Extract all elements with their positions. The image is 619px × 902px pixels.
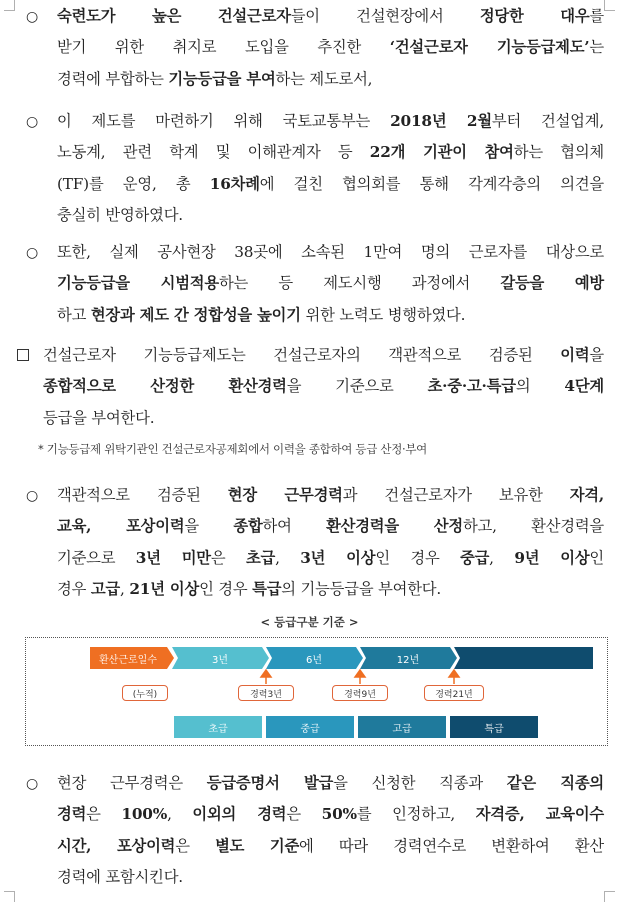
paragraph-3: ○ 또한, 실제 공사현장 38곳에 소속된 1만여 명의 근로자를 대상으로 기능등급을 시범적용하는 등 제도시행 과정에서 갈등을 예방 하고 현장과 제도 간 정합성을 높이기 위한 노력도 병행하였다. bbox=[26, 243, 604, 324]
figure-title: < 등급구분 기준 > bbox=[260, 615, 359, 629]
circle-bullet-icon: ○ bbox=[26, 245, 39, 261]
corner-mark bbox=[4, 891, 15, 902]
marker-cumulative: (누적) bbox=[122, 685, 168, 701]
paragraph-1: ○ 숙련도가 높은 건설근로자들이 건설현장에서 정당한 대우를 받기 위한 취지로 도입을 추진한 ‘건설근로자 기능등급제도’는 경력에 부합하는 기능등급을 부여하는 제도로서, bbox=[26, 7, 604, 88]
grade-intermediate: 중급 bbox=[266, 716, 354, 738]
grade-beginner: 초급 bbox=[174, 716, 262, 738]
arrow-up-icon bbox=[261, 670, 271, 677]
marker-3y: 경력3년 bbox=[238, 685, 294, 701]
paragraph-6: ○ 현장 근무경력은 등급증명서 발급을 신청한 직종과 같은 직종의 경력은 100%, 이외의 경력은 50%를 인정하고, 자격증, 교육이수 시간, 포상이력은 별도 기준에 따라 경력연수로 변환하여 환산 경력에 포함시킨다. bbox=[26, 774, 604, 886]
grade-special: 특급 bbox=[450, 716, 538, 738]
paragraph-2: ○ 이 제도를 마련하기 위해 국토교통부는 2018년 2월부터 건설업계, 노동계, 관련 학계 및 이해관계자 등 22개 기관이 참여하는 협의체 (TF)를 운영, 총 16차례에 걸친 협의회를 통해 각계각층의 의견을 충실히 반영하였다. bbox=[26, 112, 605, 224]
circle-bullet-icon: ○ bbox=[26, 114, 39, 130]
arrow-up-icon bbox=[355, 670, 365, 677]
timeline-label-6y: 6년 bbox=[305, 654, 323, 666]
grade-diagram bbox=[25, 637, 608, 746]
marker-21y: 경력21년 bbox=[424, 685, 484, 701]
circle-bullet-icon: ○ bbox=[26, 9, 39, 25]
timeline-label-3y: 3년 bbox=[211, 654, 229, 666]
paragraph-4: 건설근로자 기능등급제도는 건설근로자의 객관적으로 검증된 이력을 종합적으로 산정한 환산경력을 기준으로 초·중·고·특급의 4단계 등급을 부여한다. bbox=[43, 346, 604, 427]
timeline-label-12y: 12년 bbox=[396, 654, 420, 666]
footnote: * 기능등급제 위탁기관인 건설근로자공제회에서 이력을 종합하여 등급 산정·부여 bbox=[38, 442, 427, 456]
corner-mark bbox=[604, 891, 615, 902]
marker-9y: 경력9년 bbox=[332, 685, 388, 701]
corner-mark bbox=[604, 0, 615, 11]
grade-advanced: 고급 bbox=[358, 716, 446, 738]
paragraph-5: ○ 객관적으로 검증된 현장 근무경력과 건설근로자가 보유한 자격, 교육, 포상이력을 종합하여 환산경력을 산정하고, 환산경력을 기준으로 3년 미만은 초급, 3년 이상인 경우 중급, 9년 이상인 경우 고급, 21년 이상인 경우 특급의 기능등급을 부여한다. bbox=[26, 486, 605, 598]
circle-bullet-icon: ○ bbox=[26, 776, 39, 792]
timeline-label-start: 환산근로일수 bbox=[99, 654, 157, 666]
arrow-up-icon bbox=[449, 670, 459, 677]
circle-bullet-icon: ○ bbox=[26, 488, 39, 504]
timeline-segment-end bbox=[454, 647, 593, 669]
corner-mark bbox=[4, 0, 15, 11]
